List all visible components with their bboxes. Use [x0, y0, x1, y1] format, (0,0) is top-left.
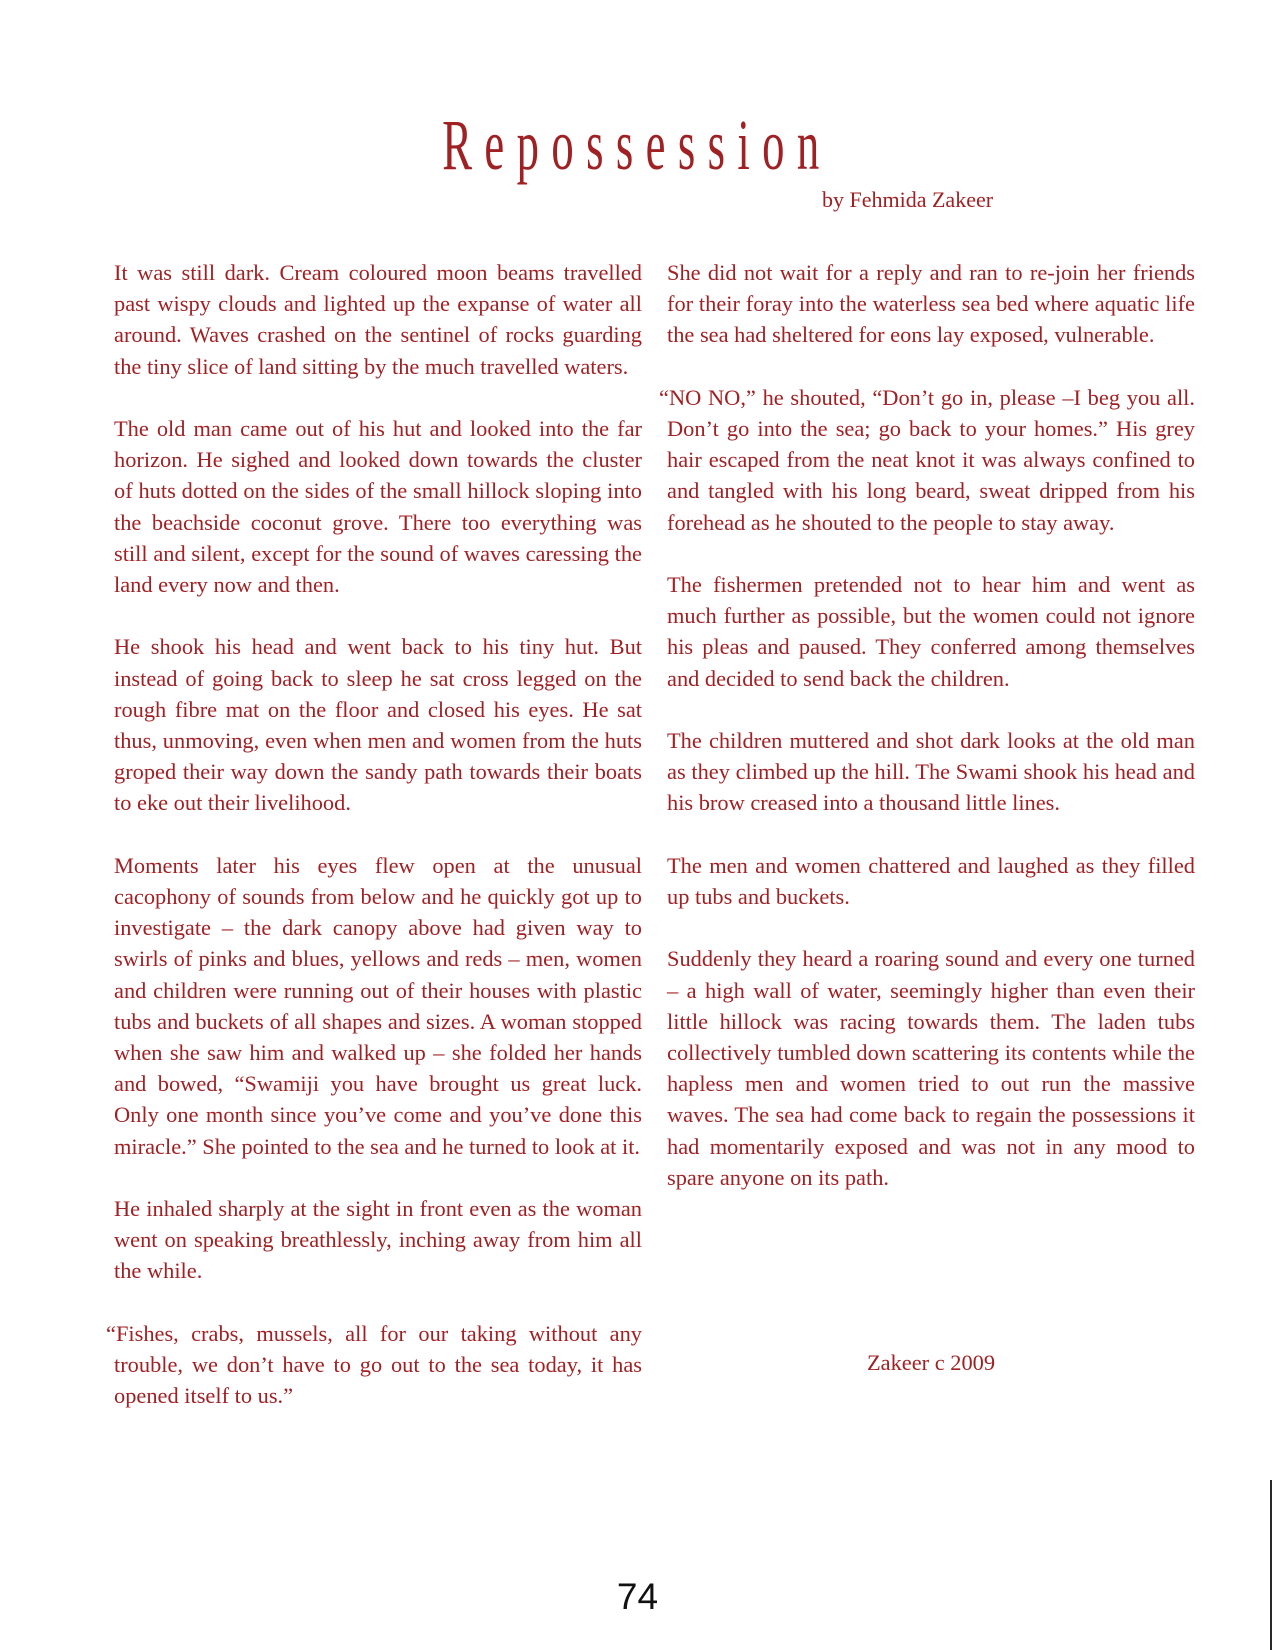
page-number: 74: [616, 1576, 659, 1617]
paragraph: Moments later his eyes flew open at the unusual cacophony of sounds from below and he quickly got up to investigate – the dark canopy above had given way to swirls of pinks and blues, yellows and reds – men, women and children were running out of their houses with plastic tubs and buckets of all shapes and sizes. A woman stopped when she saw him and walked up – she folded her hands and bowed, “Swamiji you have brought us great luck. Only one month since you’ve come and you’ve done this miracle.” She pointed to the sea and he turned to look at it.: [114, 852, 642, 1159]
author-byline: by Fehmida Zakeer: [822, 187, 994, 212]
copyright-signoff: Zakeer c 2009: [866, 1350, 996, 1375]
left-column: [106, 257, 642, 1443]
right-column: [659, 257, 1195, 1224]
paragraph: The fishermen pretended not to hear him and went as much further as possible, but the women could not ignore his pleas and paused. They conferred among themselves and decided to send back the children.: [667, 572, 1195, 691]
paragraph: He inhaled sharply at the sight in front even as the woman went on speaking breathlessly, inching away from him all the while.: [114, 1196, 642, 1284]
paragraph: He shook his head and went back to his tiny hut. But instead of going back to sleep he sat cross legged on the rough fibre mat on the floor and closed his eyes. He sat thus, unmoving, even when men and women from the huts groped their way down the sandy path towards their boats to eke out their livelihood.: [114, 634, 642, 816]
paragraph: “Fishes, crabs, mussels, all for our taking without any trouble, we don’t have to go out to the sea today, it has opened itself to us.”: [106, 1320, 642, 1409]
story-title: Repossession: [442, 105, 832, 185]
paragraph: She did not wait for a reply and ran to re-join her friends for their foray into the waterless sea bed where aquatic life the sea had sheltered for eons lay exposed, vulnerable.: [667, 260, 1195, 348]
paragraph: “NO NO,” he shouted, “Don’t go in, please –I beg you all. Don’t go into the sea; go back to your homes.” His grey hair escaped from the neat knot it was always confined to and tangled with his long beard, sweat dripped from his forehead as he shouted to the people to stay away.: [659, 384, 1195, 535]
paragraph: The old man came out of his hut and looked into the far horizon. He sighed and looked down towards the cluster of huts dotted on the sides of the small hillock sloping into the beachside coconut grove. There too everything was still and silent, except for the sound of waves caressing the land every now and then.: [114, 416, 642, 598]
paragraph: Suddenly they heard a roaring sound and every one turned – a high wall of water, seemingly higher than even their little hillock was racing towards them. The laden tubs collectively tumbled down scattering its contents while the hapless men and women tried to out run the massive waves. The sea had come back to regain the possessions it had momentarily exposed and was not in any mood to spare anyone on its path.: [667, 946, 1195, 1190]
scan-edge-line: [1270, 1480, 1272, 1650]
paragraph: The children muttered and shot dark looks at the old man as they climbed up the hill. The Swami shook his head and his brow creased into a thousand little lines.: [667, 728, 1195, 816]
paragraph: It was still dark. Cream coloured moon beams travelled past wispy clouds and lighted up the expanse of water all around. Waves crashed on the sentinel of rocks guarding the tiny slice of land sitting by the much travelled waters.: [114, 260, 642, 379]
paragraph: The men and women chattered and laughed as they filled up tubs and buckets.: [667, 852, 1195, 909]
